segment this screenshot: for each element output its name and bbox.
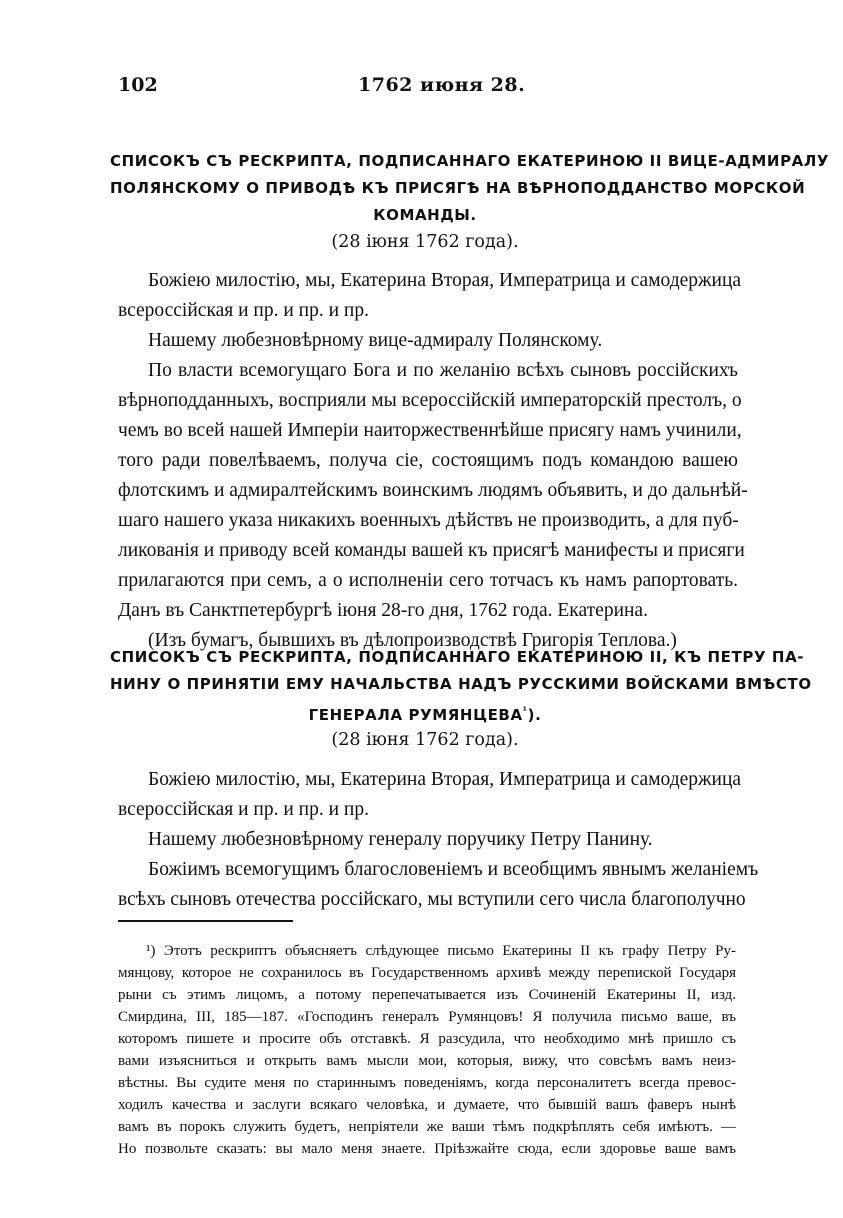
text-line: Данъ въ Санктпетербургѣ іюня 28-го дня, 1762 года. Екатерина. xyxy=(118,600,648,621)
page-header xyxy=(118,74,738,104)
title-line: НИНУ О ПРИНЯТІИ ЕМУ НАЧАЛЬСТВА НАДЪ РУССКИМИ ВОЙСКАМИ ВМѢСТО xyxy=(110,675,812,693)
title-line: СПИСОКЪ СЪ РЕСКРИПТА, ПОДПИСАННАГО ЕКАТЕРИНОЮ II ВИЦЕ-АДМИРАЛУ xyxy=(110,152,830,170)
source-note: (Изъ бумагъ, бывшихъ въ дѣлопроизводствѣ Григорія Теплова.) xyxy=(148,630,677,651)
title-text: ГЕНЕРАЛА РУМЯНЦЕВА xyxy=(308,706,523,724)
text-line: По власти всемогущаго Бога и по желанію всѣхъ сыновъ россійскихъ xyxy=(148,360,738,381)
document-title-2 xyxy=(110,644,812,729)
footnote-line: вами изъясниться и открыть вамъ мысли мои, которыя, вижу, что совсѣмъ вамъ неиз- xyxy=(118,1053,736,1069)
title-line: ПОЛЯНСКОМУ О ПРИВОДѢ КЪ ПРИСЯГѢ НА ВѢРНОПОДДАНСТВО МОРСКОЙ xyxy=(110,179,806,197)
page-number: 102 xyxy=(118,74,158,96)
footnote-line: ¹) Этотъ рескриптъ объясняетъ слѣдующее письмо Екатерины II къ графу Петру Ру- xyxy=(146,943,736,959)
title-line-last xyxy=(110,698,740,729)
footnote-line: вамъ въ порокъ служить будетъ, непріятели же ваши тѣмъ подкрѣплять себя имѣютъ. — xyxy=(118,1119,736,1135)
text-line: Нашему любезновѣрному генералу поручику Петру Панину. xyxy=(148,829,653,850)
text-line: прилагаются при семъ, а о исполненіи сего тотчасъ къ намъ рапортовать. xyxy=(118,570,738,591)
text-line: Божіею милостію, мы, Екатерина Вторая, Императрица и самодержица xyxy=(148,270,742,291)
text-line: чемъ во всей нашей Имперіи наиторжественнѣйше присягу намъ учинили, xyxy=(118,420,742,441)
document-body-2 xyxy=(118,765,759,915)
document-date-2: (28 іюня 1762 года). xyxy=(331,730,519,750)
text-line: Нашему любезновѣрному вице-адмиралу Полянскому. xyxy=(148,330,603,351)
text-line: шаго нашего указа никакихъ военныхъ дѣйствъ не производить, а для пуб- xyxy=(118,510,739,531)
text-line: всероссійская и пр. и пр. и пр. xyxy=(118,300,369,321)
footnote-line: которомъ пишете и просите объ отставкѣ. Я разсудила, что необходимо мнѣ пришло съ xyxy=(118,1031,736,1047)
text-line: того ради повелѣваемъ, получа сіе, состоящимъ подъ командою вашею xyxy=(118,450,738,471)
text-line: ликованія и приводу всей команды вашей къ присягѣ манифесты и присяги xyxy=(118,540,745,561)
document-title-1 xyxy=(110,148,830,229)
text-line: Божіимъ всемогущимъ благословеніемъ и всеобщимъ явнымъ желаніемъ xyxy=(148,859,759,880)
title-end: ). xyxy=(527,706,542,724)
text-line: вѣрноподданныхъ, восприяли мы всероссійскій императорскій престолъ, о xyxy=(118,390,742,411)
footnote-marker: ¹ xyxy=(522,706,528,717)
text-line: флотскимъ и адмиралтейскимъ воинскимъ людямъ объявить, и до дальнѣй- xyxy=(118,480,748,501)
text-line: Божіею милостію, мы, Екатерина Вторая, Императрица и самодержица xyxy=(148,769,742,790)
footnote-line: ходилъ качества и заслуги всякаго человѣка, и думаете, что бывшій вашъ фаверъ нынѣ xyxy=(118,1097,736,1113)
footnote-line: рыни съ этимъ лицомъ, а потому перепечатывается изъ Сочиненій Екатерины II, изд. xyxy=(118,987,736,1003)
text-line: всероссійская и пр. и пр. и пр. xyxy=(118,799,369,820)
footnote xyxy=(118,940,736,1160)
document-body-1 xyxy=(118,266,748,656)
title-line: СПИСОКЪ СЪ РЕСКРИПТА, ПОДПИСАННАГО ЕКАТЕРИНОЮ II, КЪ ПЕТРУ ПА- xyxy=(110,648,805,666)
text-line: всѣхъ сыновъ отечества россійскаго, мы вступили сего числа благополучно xyxy=(118,889,746,910)
footnote-line: Но позвольте сказать: вы мало меня знаете. Пріѣзжайте сюда, если здоровье ваше вамъ xyxy=(118,1141,736,1157)
footnote-rule xyxy=(118,920,293,922)
title-line: КОМАНДЫ. xyxy=(373,206,477,224)
footnote-line: мянцову, которое не сохранилось въ Государственномъ архивѣ между перепиской Государя xyxy=(118,965,736,981)
document-date-1: (28 іюня 1762 года). xyxy=(331,232,519,252)
footnote-line: вѣстны. Вы судите меня по стариннымъ поведеніямъ, когда персоналитетъ всегда превос- xyxy=(118,1075,736,1091)
footnote-line: Смирдина, III, 185—187. «Господинъ генералъ Румянцовъ! Я получила письмо ваше, въ xyxy=(118,1009,736,1025)
running-head: 1762 июня 28. xyxy=(358,74,526,96)
